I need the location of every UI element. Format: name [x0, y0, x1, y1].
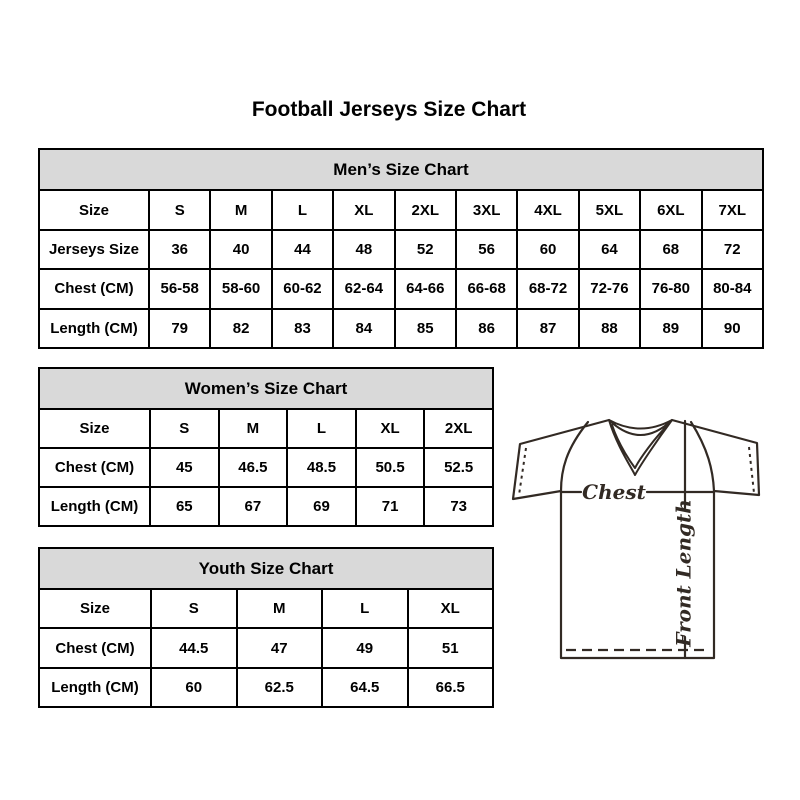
table-row — [39, 628, 493, 667]
value-cell: 87 — [517, 309, 578, 348]
table-row — [39, 448, 493, 487]
value-cell: 48.5 — [287, 448, 356, 487]
value-cell: 47 — [237, 628, 323, 667]
table-row — [39, 190, 763, 229]
value-cell: 71 — [356, 487, 425, 526]
value-cell: 7XL — [702, 190, 763, 229]
value-cell: 86 — [456, 309, 517, 348]
jersey-outline-path — [513, 420, 759, 658]
value-cell: 80-84 — [702, 269, 763, 308]
value-cell: 52 — [395, 230, 456, 269]
value-cell: 58-60 — [210, 269, 271, 308]
row-label-cell: Length (CM) — [39, 668, 151, 707]
page-title: Football Jerseys Size Chart — [251, 98, 527, 121]
value-cell: XL — [333, 190, 394, 229]
table-row — [39, 269, 763, 308]
row-label-cell: Jerseys Size — [39, 230, 149, 269]
table-row — [39, 309, 763, 348]
value-cell: 76-80 — [640, 269, 701, 308]
value-cell: 2XL — [395, 190, 456, 229]
table-title: Men’s Size Chart — [39, 149, 763, 190]
value-cell: 44.5 — [151, 628, 237, 667]
value-cell: 72 — [702, 230, 763, 269]
womens-size-table — [38, 367, 494, 527]
value-cell: 69 — [287, 487, 356, 526]
table-row — [39, 487, 493, 526]
value-cell: 64.5 — [322, 668, 408, 707]
value-cell: 36 — [149, 230, 210, 269]
table-title-row — [39, 149, 763, 190]
value-cell: 56-58 — [149, 269, 210, 308]
value-cell: 90 — [702, 309, 763, 348]
value-cell: 40 — [210, 230, 271, 269]
value-cell: 50.5 — [356, 448, 425, 487]
value-cell: 64-66 — [395, 269, 456, 308]
value-cell: 2XL — [424, 409, 493, 448]
value-cell: M — [219, 409, 288, 448]
value-cell: 64 — [579, 230, 640, 269]
value-cell: 62.5 — [237, 668, 323, 707]
value-cell: 79 — [149, 309, 210, 348]
value-cell: 3XL — [456, 190, 517, 229]
right-sleeve-dashed-line — [749, 447, 754, 493]
value-cell: S — [150, 409, 219, 448]
youth-size-table — [38, 547, 494, 708]
value-cell: 85 — [395, 309, 456, 348]
chest-measure-label: Chest — [582, 480, 646, 504]
value-cell: 49 — [322, 628, 408, 667]
value-cell: 89 — [640, 309, 701, 348]
table-row — [39, 230, 763, 269]
right-sleeve-seam-path — [691, 422, 714, 491]
row-label-cell: Length (CM) — [39, 309, 149, 348]
table-title-row — [39, 548, 493, 589]
value-cell: L — [322, 589, 408, 628]
row-label-cell: Size — [39, 589, 151, 628]
mens-size-table — [38, 148, 764, 349]
value-cell: 72-76 — [579, 269, 640, 308]
value-cell: M — [237, 589, 323, 628]
value-cell: 46.5 — [219, 448, 288, 487]
value-cell: M — [210, 190, 271, 229]
value-cell: 84 — [333, 309, 394, 348]
value-cell: 82 — [210, 309, 271, 348]
jersey-measurement-diagram — [506, 404, 772, 670]
value-cell: 66.5 — [408, 668, 494, 707]
value-cell: 51 — [408, 628, 494, 667]
value-cell: L — [287, 409, 356, 448]
value-cell: 48 — [333, 230, 394, 269]
jersey-collar-path — [609, 420, 672, 475]
value-cell: S — [149, 190, 210, 229]
value-cell: 45 — [150, 448, 219, 487]
table-row — [39, 668, 493, 707]
row-label-cell: Chest (CM) — [39, 269, 149, 308]
value-cell: 88 — [579, 309, 640, 348]
value-cell: 6XL — [640, 190, 701, 229]
value-cell: 5XL — [579, 190, 640, 229]
table-row — [39, 589, 493, 628]
value-cell: 68-72 — [517, 269, 578, 308]
front-length-measure-label: Front Length — [671, 499, 696, 647]
row-label-cell: Chest (CM) — [39, 628, 151, 667]
value-cell: 60 — [517, 230, 578, 269]
row-label-cell: Size — [39, 190, 149, 229]
table-title: Women’s Size Chart — [39, 368, 493, 409]
value-cell: 4XL — [517, 190, 578, 229]
row-label-cell: Length (CM) — [39, 487, 150, 526]
value-cell: 73 — [424, 487, 493, 526]
value-cell: 52.5 — [424, 448, 493, 487]
table-title: Youth Size Chart — [39, 548, 493, 589]
value-cell: 44 — [272, 230, 333, 269]
value-cell: XL — [408, 589, 494, 628]
row-label-cell: Chest (CM) — [39, 448, 150, 487]
value-cell: S — [151, 589, 237, 628]
value-cell: 83 — [272, 309, 333, 348]
value-cell: 66-68 — [456, 269, 517, 308]
table-row — [39, 409, 493, 448]
left-sleeve-dashed-line — [519, 448, 526, 495]
value-cell: 56 — [456, 230, 517, 269]
value-cell: 62-64 — [333, 269, 394, 308]
value-cell: 60 — [151, 668, 237, 707]
value-cell: L — [272, 190, 333, 229]
table-title-row — [39, 368, 493, 409]
value-cell: 67 — [219, 487, 288, 526]
value-cell: XL — [356, 409, 425, 448]
row-label-cell: Size — [39, 409, 150, 448]
value-cell: 65 — [150, 487, 219, 526]
value-cell: 60-62 — [272, 269, 333, 308]
value-cell: 68 — [640, 230, 701, 269]
